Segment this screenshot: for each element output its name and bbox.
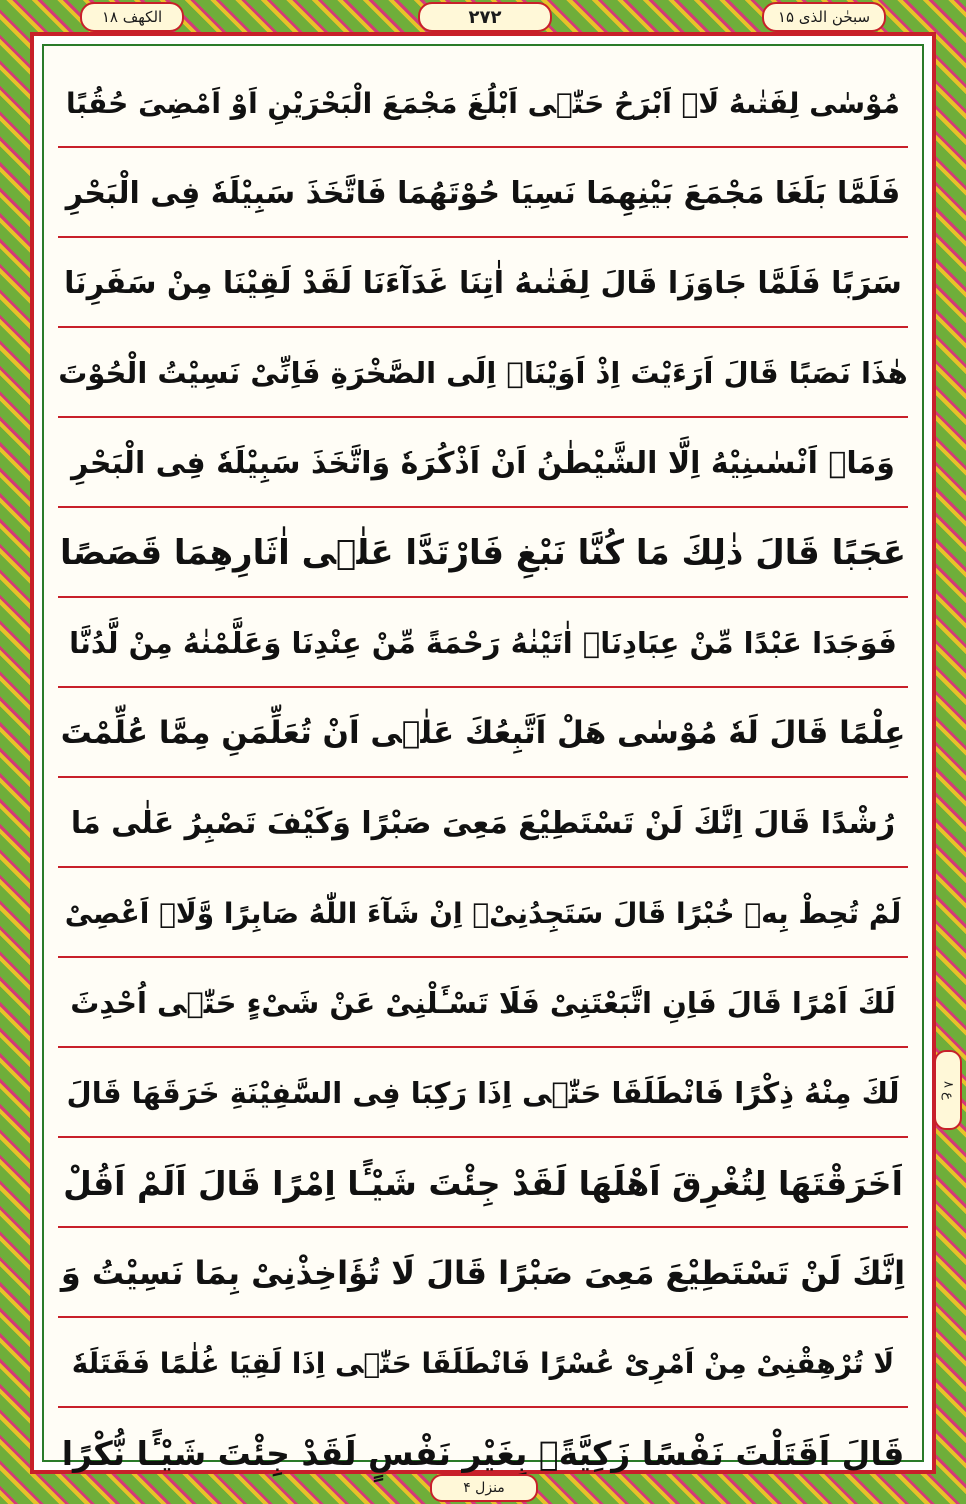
- text-line-6: عَجَبًا قَالَ ذٰلِكَ مَا كُنَّا نَبْغِ فَارْتَدَّا عَلٰۤى اٰثَارِهِمَا قَصَصًا: [60, 533, 906, 573]
- text-line-5: وَمَاۤ اَنْسٰىنِیْهُ اِلَّا الشَّیْطٰنُ اَنْ اَذْكُرَهٗ وَاتَّخَذَ سَبِیْلَهٗ فِی الْبَحْرِ: [71, 445, 895, 481]
- line-divider: [58, 506, 908, 508]
- text-line-1: مُوْسٰى لِفَتٰىهُ لَاۤ اَبْرَحُ حَتّٰۤى اَبْلُغَ مَجْمَعَ الْبَحْرَیْنِ اَوْ اَمْضِیَ حُقُبًا: [66, 86, 900, 120]
- line-divider: [58, 236, 908, 238]
- juz-name: سبحٰن الذی ۱۵: [762, 2, 886, 32]
- text-line-9: رُشْدًا قَالَ اِنَّكَ لَنْ تَسْتَطِیْعَ مَعِیَ صَبْرًا وَكَیْفَ تَصْبِرُ عَلٰى مَا: [70, 805, 896, 841]
- line-divider: [58, 686, 908, 688]
- line-divider: [58, 596, 908, 598]
- manzil-label: منزل ۴: [430, 1474, 538, 1502]
- outer-frame: [30, 32, 936, 1474]
- text-line-15: لَا تُرْهِقْنِیْ مِنْ اَمْرِیْ عُسْرًا فَانْطَلَقَا حَتّٰۤى اِذَا لَقِیَا غُلٰمًا فَقَتَلَهٗ: [71, 1346, 895, 1380]
- text-line-10: لَمْ تُحِطْ بِهٖ خُبْرًا قَالَ سَتَجِدُنِیْۤ اِنْ شَآءَ اللّٰهُ صَابِرًا وَّلَاۤ اَعْصِیْ: [64, 896, 902, 930]
- text-area: [42, 44, 924, 1473]
- text-line-7: فَوَجَدَا عَبْدًا مِّنْ عِبَادِنَاۤ اٰتَیْنٰهُ رَحْمَةً مِّنْ عِنْدِنَا وَعَلَّمْنٰهُ مِنْ لَّدُنَّا: [69, 626, 897, 660]
- line-divider: [58, 956, 908, 958]
- line-divider: [58, 776, 908, 778]
- line-divider: [58, 866, 908, 868]
- line-divider: [58, 1226, 908, 1228]
- text-line-13: اَخَرَقْتَهَا لِتُغْرِقَ اَهْلَهَا لَقَدْ جِئْتَ شَیْـًٔا اِمْرًا قَالَ اَلَمْ اَقُلْ: [63, 1163, 903, 1203]
- line-divider: [58, 1046, 908, 1048]
- surah-name: الکھف ۱۸: [80, 2, 184, 32]
- line-divider: [58, 326, 908, 328]
- page-header: [0, 0, 966, 32]
- text-line-12: لَكَ مِنْهُ ذِكْرًا فَانْطَلَقَا حَتّٰۤى اِذَا رَكِبَا فِی السَّفِیْنَةِ خَرَقَهَا قَالَ: [66, 1076, 900, 1110]
- line-divider: [58, 146, 908, 148]
- page-number: ۲۷۲: [418, 2, 552, 32]
- text-line-2: فَلَمَّا بَلَغَا مَجْمَعَ بَیْنِهِمَا نَسِیَا حُوْتَهُمَا فَاتَّخَذَ سَبِیْلَهٗ فِی الْبَحْرِ: [65, 175, 901, 211]
- text-line-8: عِلْمًا قَالَ لَهٗ مُوْسٰى هَلْ اَتَّبِعُكَ عَلٰۤى اَنْ تُعَلِّمَنِ مِمَّا عُلِّمْتَ: [60, 715, 906, 751]
- line-divider: [58, 416, 908, 418]
- text-line-3: سَرَبًا فَلَمَّا جَاوَزَا قَالَ لِفَتٰىهُ اٰتِنَا غَدَآءَنَا لَقَدْ لَقِیْنَا مِنْ سَفَرِنَا: [64, 265, 902, 301]
- text-line-11: لَكَ اَمْرًا قَالَ فَاِنِ اتَّبَعْتَنِیْ فَلَا تَسْـَٔلْنِیْ عَنْ شَیْءٍ حَتّٰۤى اُحْدِثَ: [70, 986, 896, 1020]
- text-line-14: اِنَّكَ لَنْ تَسْتَطِیْعَ مَعِیَ صَبْرًا قَالَ لَا تُؤَاخِذْنِیْ بِمَا نَسِیْتُ وَ: [60, 1254, 906, 1292]
- ruku-marker: ع ۸: [934, 1050, 962, 1130]
- text-line-4: هٰذَا نَصَبًا قَالَ اَرَءَیْتَ اِذْ اَوَیْنَاۤ اِلَى الصَّخْرَةِ فَاِنِّیْ نَسِیْتُ الْحُوْتَ: [58, 356, 908, 390]
- line-divider: [58, 1406, 908, 1408]
- line-divider: [58, 1136, 908, 1138]
- text-line-16: قَالَ اَقَتَلْتَ نَفْسًا زَكِیَّةًۢ بِغَیْرِ نَفْسٍ لَقَدْ جِئْتَ شَیْـًٔا نُّكْرًا: [61, 1433, 905, 1473]
- line-divider: [58, 1316, 908, 1318]
